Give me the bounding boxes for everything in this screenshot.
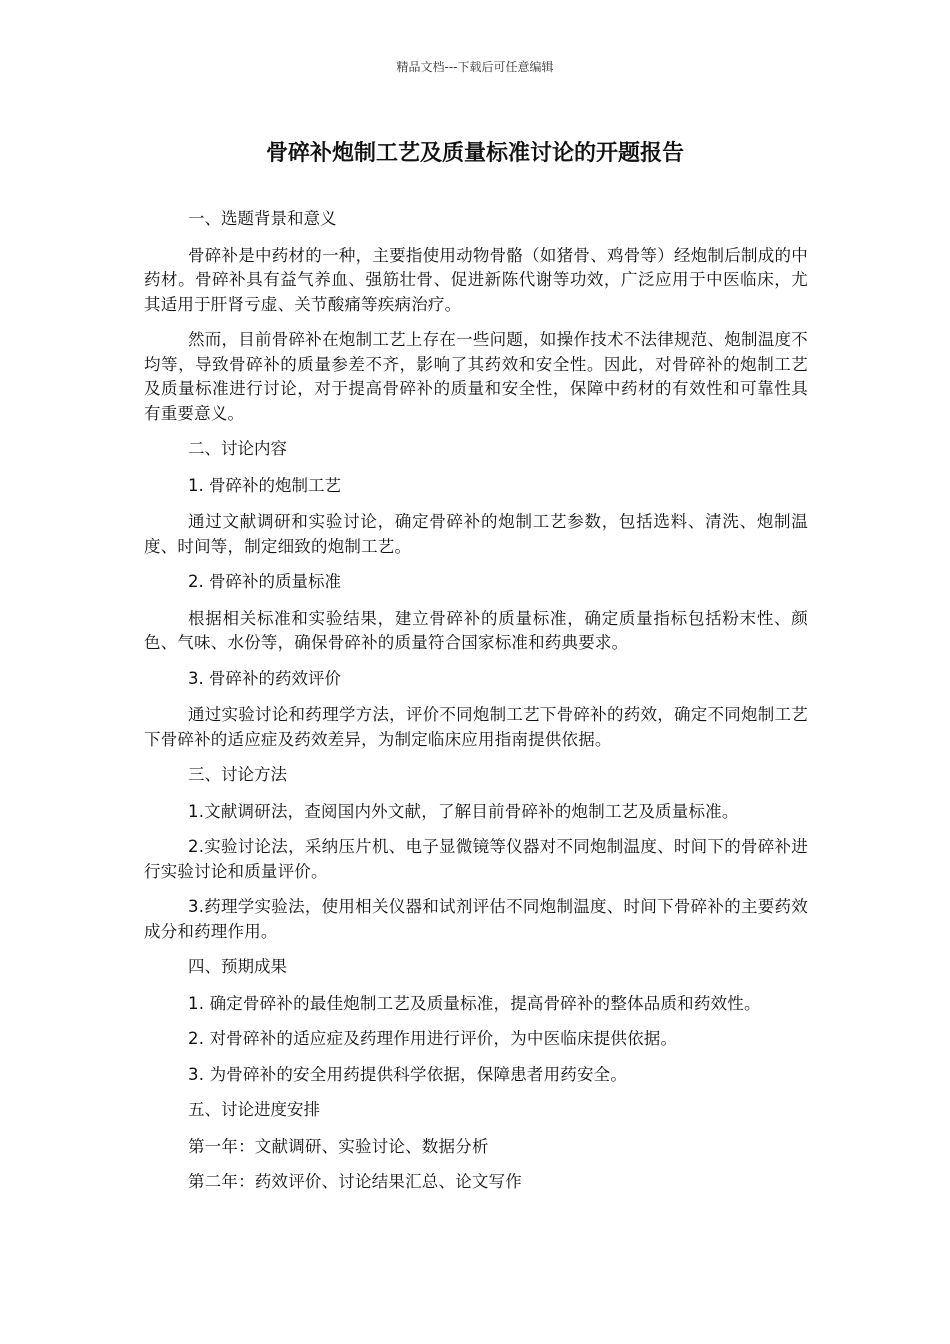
- document-body: [144, 207, 808, 1206]
- subheading-quality-standard: 2. 骨碎补的质量标准: [188, 572, 341, 591]
- result-item-3: 3. 为骨碎补的安全用药提供科学依据，保障患者用药安全。: [188, 1064, 628, 1084]
- subheading-processing: 1. 骨碎补的炮制工艺: [188, 475, 341, 495]
- section-heading-schedule: 五、讨论进度安排: [188, 1100, 320, 1119]
- background-paragraph-1: 骨碎补是中药材的一种，主要指使用动物骨骼（如猪骨、鸡骨等）经炮制后制成的中药材。骨碎补具有益气养血、强筋壮骨、促进新陈代谢等功效，广泛应用于中医临床，尤其适用于肝肾亏虚、关节酸痛等疾病治疗。: [144, 245, 808, 314]
- document-title: 骨碎补炮制工艺及质量标准讨论的开题报告: [265, 141, 684, 166]
- result-item-1: 1. 确定骨碎补的最佳炮制工艺及质量标准，提高骨碎补的整体品质和药效性。: [188, 993, 761, 1013]
- processing-paragraph: 通过文献调研和实验讨论，确定骨碎补的炮制工艺参数，包括选料、清洗、炮制温度、时间等，制定细致的炮制工艺。: [144, 512, 808, 556]
- quality-standard-paragraph: 根据相关标准和实验结果，建立骨碎补的质量标准，确定质量指标包括粉末性、颜色、气味、水份等，确保骨碎补的质量符合国家标准和药典要求。: [144, 608, 808, 652]
- section-heading-background: 一、选题背景和意义: [188, 209, 337, 228]
- section-heading-results: 四、预期成果: [188, 957, 287, 976]
- method-experiment: 2.实验讨论法，采纳压片机、电子显微镜等仪器对不同炮制温度、时间下的骨碎补进行实验讨论和质量评价。: [144, 837, 808, 881]
- background-paragraph-2: 然而，目前骨碎补在炮制工艺上存在一些问题，如操作技术不法律规范、炮制温度不均等，导致骨碎补的质量参差不齐，影响了其药效和安全性。因此，对骨碎补的炮制工艺及质量标准进行讨论，对于提高骨碎补的质量和安全性，保障中药材的有效性和可靠性具有重要意义。: [144, 330, 808, 423]
- page-header-watermark: 精品文档---下载后可任意编辑: [396, 60, 554, 74]
- section-heading-content: 二、讨论内容: [188, 439, 287, 458]
- method-literature: 1.文献调研法，查阅国内外文献，了解目前骨碎补的炮制工艺及质量标准。: [188, 801, 739, 821]
- section-heading-methods: 三、讨论方法: [188, 765, 287, 784]
- efficacy-paragraph: 通过实验讨论和药理学方法，评价不同炮制工艺下骨碎补的药效，确定不同炮制工艺下骨碎补的适应症及药效差异，为制定临床应用指南提供依据。: [144, 705, 808, 749]
- result-item-2: 2. 对骨碎补的适应症及药理作用进行评价，为中医临床提供依据。: [188, 1029, 678, 1048]
- method-pharmacology: 3.药理学实验法，使用相关仪器和试剂评估不同炮制温度、时间下骨碎补的主要药效成分和药理作用。: [144, 897, 808, 941]
- subheading-efficacy: 3. 骨碎补的药效评价: [188, 668, 341, 688]
- schedule-year-1: 第一年：文献调研、实验讨论、数据分析: [188, 1136, 489, 1156]
- schedule-year-2: 第二年：药效评价、讨论结果汇总、论文写作: [188, 1172, 522, 1191]
